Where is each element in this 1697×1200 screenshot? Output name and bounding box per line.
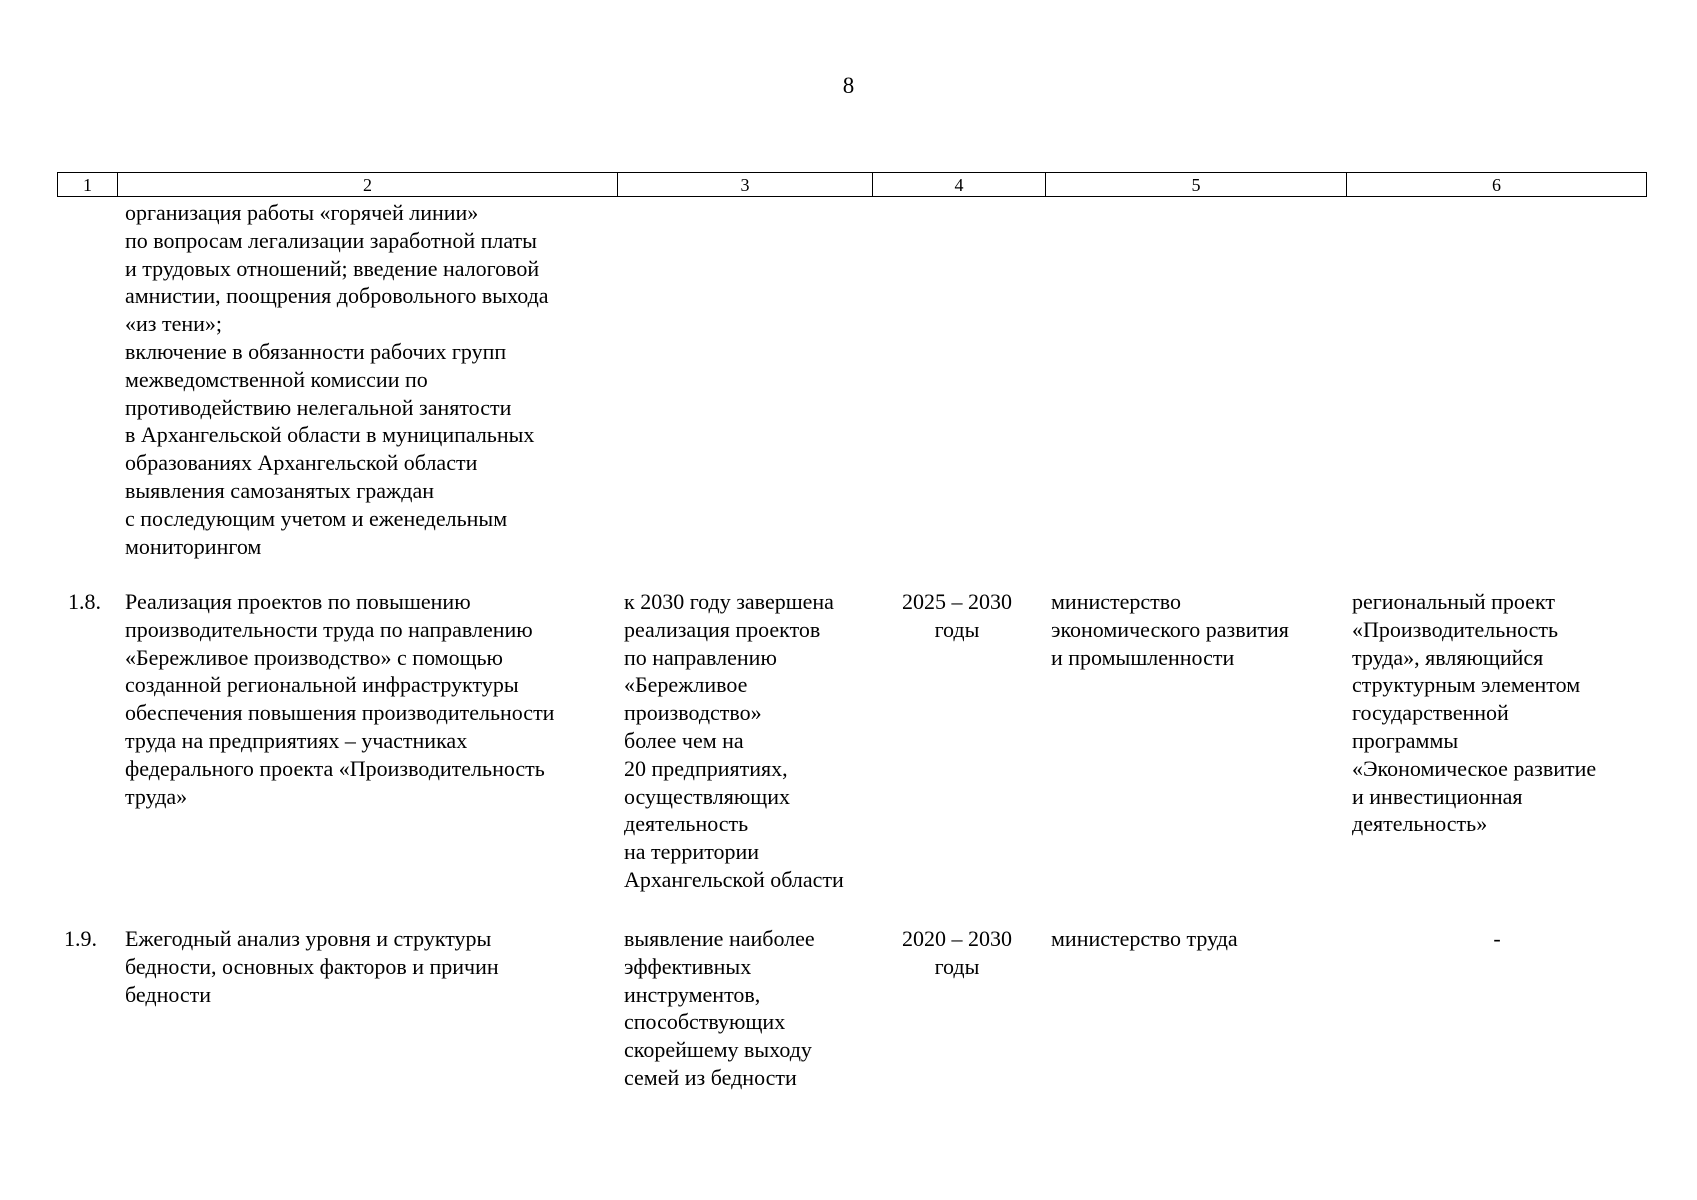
row-number: 1.8. xyxy=(68,589,101,614)
column-header-1: 1 xyxy=(58,173,118,197)
continued-measure-text: организация работы «горячей линии» по вопросам легализации заработной платы и трудовых отношений; введение налоговой амнистии, поощрения добровольного выхода «из тени»; включение в обязанности рабочих групп межведомственной комиссии по противодействию нелегальной занятости в Архангельской области в муниципальных образованиях Архангельской области выявления самозанятых граждан с последующим учетом и еженедельным мониторингом xyxy=(125,200,549,559)
row-measure: Реализация проектов по повышению производительности труда по направлению «Бережливое производство» с помощью созданной региональной инфраструктуры обеспечения повышения производительности труда на предприятиях – участниках федерального проекта «Производительность труда» xyxy=(125,589,555,809)
row-executor: министерство труда xyxy=(1051,926,1238,951)
column-header-6: 6 xyxy=(1347,173,1647,197)
column-header-3: 3 xyxy=(618,173,873,197)
row-source: - xyxy=(1493,926,1501,951)
row-result: к 2030 году завершена реализация проектов по направлению «Бережливое производство» более чем на 20 предприятиях, осуществляющих деятельность на территории Архангельской области xyxy=(624,589,844,892)
header-row xyxy=(58,173,1647,197)
column-number-header xyxy=(57,172,1647,197)
column-header-4: 4 xyxy=(873,173,1046,197)
column-header-5: 5 xyxy=(1046,173,1347,197)
row-measure: Ежегодный анализ уровня и структуры бедности, основных факторов и причин бедности xyxy=(125,926,499,1007)
row-result: выявление наиболее эффективных инструментов, способствующих скорейшему выходу семей из бедности xyxy=(624,926,815,1090)
row-executor: министерство экономического развития и промышленности xyxy=(1051,589,1289,670)
column-header-2: 2 xyxy=(118,173,618,197)
page-number: 8 xyxy=(842,73,855,98)
row-period: 2025 – 2030 годы xyxy=(902,589,1012,642)
row-number: 1.9. xyxy=(64,926,97,951)
row-period: 2020 – 2030 годы xyxy=(902,926,1012,979)
row-source: региональный проект «Производительность труда», являющийся структурным элементом государственной программы «Экономическое развитие и инвестиционная деятельность» xyxy=(1352,589,1597,837)
